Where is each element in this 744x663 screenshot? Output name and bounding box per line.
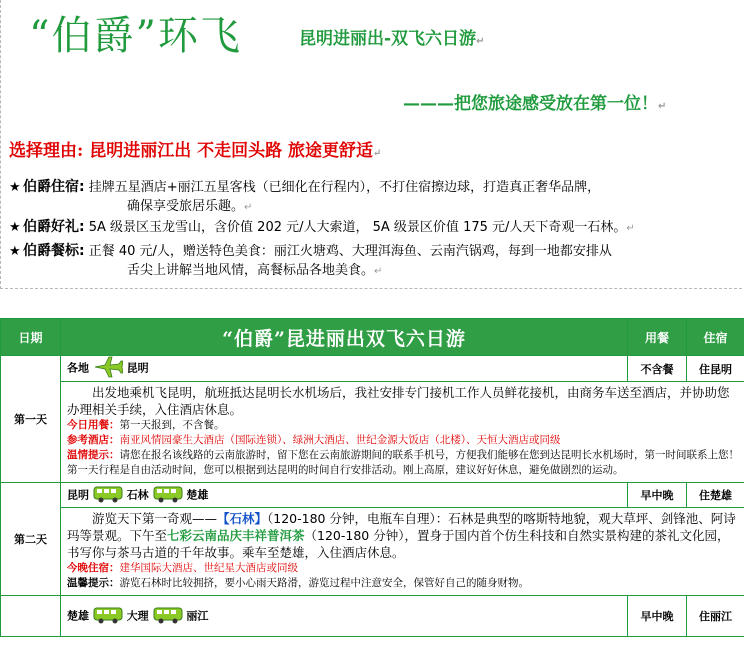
black-star-icon: ★ [9,220,21,235]
sub-title: 昆明进丽出-双飞六日游↵ [299,29,485,49]
slogan: ———把您旅途感受放在第一位！↵ [403,94,667,114]
feature-gift: ★ 伯爵好礼: 5A 级景区玉龙雪山，含价值 202 元/人大索道， 5A 级景区价值 175 元/人天下奇观一石林。↵ [9,219,635,235]
header-meal: 用餐 [628,319,687,356]
feature-meal: ★ 伯爵餐标: 正餐 40 元/人，赠送特色美食：丽江火塘鸡、大理洱海鱼、云南汽锅鸡，每到一地都安排从 舌尖上讲解当地风情，高餐标品各地美食。↵ [9,243,612,278]
header-stay: 住宿 [687,319,744,356]
day-description: 游览天下第一奇观——【石林】（120-180 分钟，电瓶车自理）：石林是典型的喀斯特地貌，观大草坪、剑锋池、阿诗玛等景观。下午至七彩云南品庆丰祥普洱茶（120-180 分钟），置身于国内首个仿生科技和自然实景构建的茶礼文化园，书写你与茶马古道的千年故事。乘车至楚雄，入住酒店休息。 今晚住宿：建华国际大酒店、世纪星大酒店或同级 温馨提示：游览石林时比较拥挤，要小心雨天路滑，游览过程中注意安全，保管好自己的随身财物。 [61,508,744,596]
header-title: “伯爵”昆进丽出双飞六日游 [61,319,628,356]
bus-icon [153,606,183,627]
itinerary-table [0,318,744,637]
black-star-icon: ★ [9,244,21,259]
bus-icon [93,606,123,627]
route-cell: 各地 昆明 [61,356,628,382]
plane-icon [93,356,123,381]
table-row-detail [1,508,744,596]
bus-icon [153,485,183,506]
header-day: 日期 [1,319,61,356]
table-row [1,483,744,508]
day-cell: 第二天 [1,483,61,596]
table-row [1,596,744,637]
route-cell: 昆明 石林 楚雄 [61,483,628,508]
meal-cell: 早中晚 [628,596,687,637]
stay-cell: 住丽江 [687,596,744,637]
bus-icon [93,485,123,506]
table-row-detail [1,382,744,483]
route-cell: 楚雄 大理 丽江 [61,596,628,637]
day-cell [1,596,61,637]
black-star-icon: ★ [9,180,21,195]
meal-cell: 早中晚 [628,483,687,508]
main-title: “伯爵”环飞 [29,13,242,59]
stay-cell: 住楚雄 [687,483,744,508]
selection-reason: 选择理由: 昆明进丽江出 不走回头路 旅途更舒适↵ [9,141,382,161]
feature-stay: ★ 伯爵住宿: 挂牌五星酒店+丽江五星客栈（已细化在行程内），不打住宿擦边球，打造真正奢华品牌， 确保享受旅居乐趣。↵ [9,179,601,214]
day-cell: 第一天 [1,356,61,483]
stay-cell: 住昆明 [687,356,744,382]
intro-section [0,0,742,289]
meal-cell: 不含餐 [628,356,687,382]
table-row [1,356,744,382]
table-header [1,319,744,356]
day-description: 出发地乘机飞昆明，航班抵达昆明长水机场后，我社安排专门接机工作人员鲜花接机，由商务车送至酒店，并协助您办理相关手续，入住酒店休息。 今日用餐：第一天报到，不含餐。 参考酒店：南亚风情园豪生大酒店（国际连锁）、绿洲大酒店、世纪金源大饭店（北楼）、天恒大酒店或同级 温情提示：请您在报名该线路的云南旅游时，留下您在云南旅游期间的联系手机号，方便我们能够在您到达昆明长水机场时，第一时间联系上您！第一天行程是自由活动时间，您可以根据到达昆明的时间自行安排活动。刚上高原，建议好好休息，避免做剧烈的运动。 [61,382,744,483]
